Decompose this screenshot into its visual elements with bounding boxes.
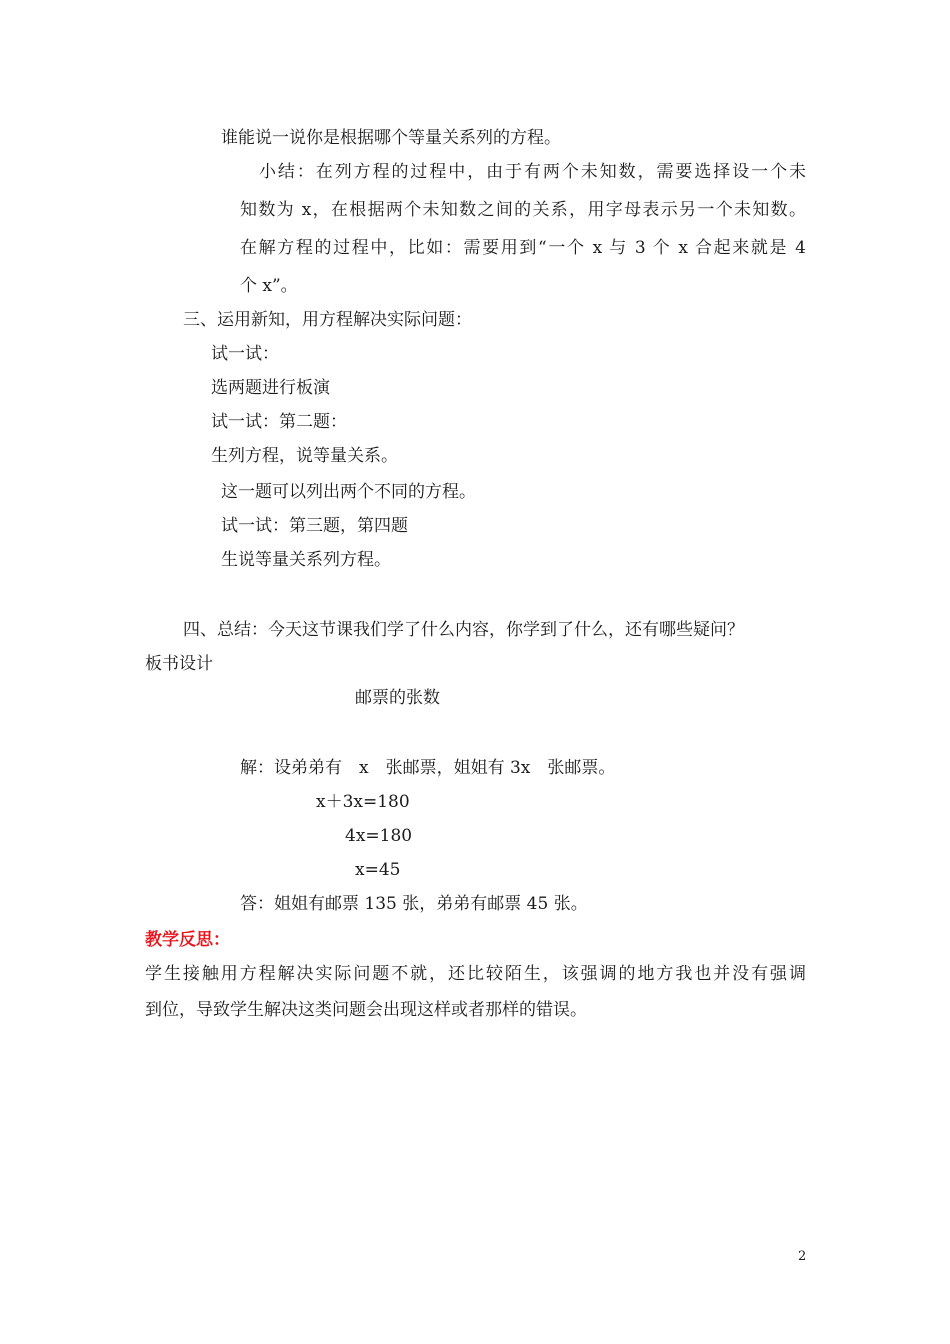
- equation-line: x=45: [355, 860, 401, 880]
- text-line: 生列方程，说等量关系。: [211, 446, 398, 466]
- text-line: 这一题可以列出两个不同的方程。: [221, 482, 476, 502]
- section-heading: 三、运用新知，用方程解决实际问题：: [183, 310, 472, 330]
- answer-line: 答：姐姐有邮票 135 张，弟弟有邮票 45 张。: [240, 894, 588, 914]
- reflection-line: 到位，导致学生解决这类问题会出现这样或者那样的错误。: [145, 1000, 587, 1020]
- text-line: 谁能说一说你是根据哪个等量关系列的方程。: [221, 128, 561, 148]
- text-line: 试一试：: [211, 344, 279, 364]
- reflection-line: 学生接触用方程解决实际问题不就，还比较陌生，该强调的地方我也并没有强调: [145, 964, 806, 984]
- equation-line: x＋3x=180: [316, 792, 410, 812]
- text-line: 生说等量关系列方程。: [221, 550, 391, 570]
- board-design-label: 板书设计: [145, 654, 213, 674]
- solution-line: 解：设弟弟有 x 张邮票，姐姐有 3x 张邮票。: [240, 758, 616, 778]
- equation-line: 4x=180: [345, 826, 413, 846]
- text-line: 试一试：第三题，第四题: [221, 516, 408, 536]
- summary-line: 在解方程的过程中，比如：需要用到“一个 x 与 3 个 x 合起来就是 4: [240, 238, 806, 258]
- section-heading: 四、总结：今天这节课我们学了什么内容，你学到了什么，还有哪些疑问？: [183, 620, 744, 640]
- summary-line: 个 x”。: [240, 276, 298, 296]
- text-line: 选两题进行板演: [211, 378, 330, 398]
- page-number: 2: [798, 1249, 807, 1264]
- summary-line: 知数为 x，在根据两个未知数之间的关系，用字母表示另一个未知数。: [240, 200, 806, 220]
- board-title: 邮票的张数: [355, 688, 440, 708]
- reflection-heading: 教学反思：: [145, 930, 230, 950]
- text-line: 试一试：第二题：: [211, 412, 347, 432]
- summary-line: 小结：在列方程的过程中，由于有两个未知数，需要选择设一个未: [259, 162, 806, 182]
